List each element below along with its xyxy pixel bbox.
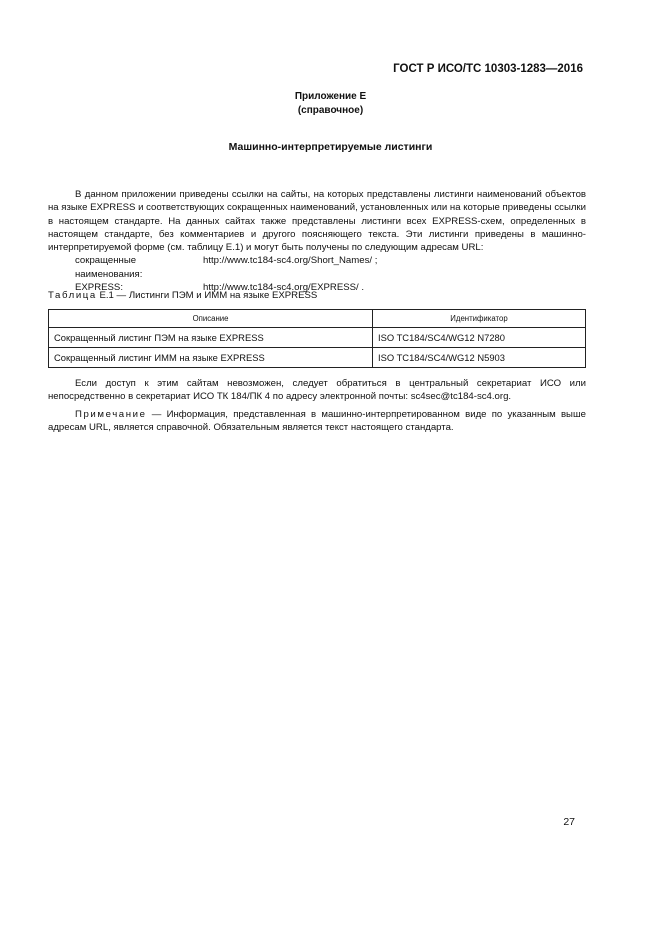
- appendix-title: Приложение Е: [294, 91, 367, 102]
- intro-block: [48, 188, 586, 294]
- table-cell-identifier: ISO TC184/SC4/WG12 N7280: [373, 328, 586, 348]
- url-link[interactable]: http://www.tc184-sc4.org/Short_Names/ ;: [203, 255, 378, 267]
- standard-code: ГОСТ Р ИСО/ТС 10303-1283—2016: [393, 63, 583, 75]
- column-header-identifier: Идентификатор: [373, 310, 586, 328]
- appendix-heading: [0, 90, 661, 118]
- section-title: Машинно-интерпретируемые листинги: [228, 141, 433, 153]
- note-paragraph: [48, 408, 586, 435]
- table-cell-identifier: ISO TC184/SC4/WG12 N5903: [373, 348, 586, 368]
- table-header-row: [49, 310, 586, 328]
- table-caption: [48, 290, 317, 301]
- url-label: сокращенные наименования:: [75, 255, 143, 280]
- table-caption-prefix: Таблица: [48, 290, 97, 301]
- note-block: [48, 408, 586, 435]
- url-label: EXPRESS:: [75, 282, 123, 294]
- url-row-short-names: [48, 254, 586, 281]
- appendix-subtitle: (справочное): [297, 105, 364, 116]
- table-row: [49, 328, 586, 348]
- access-note-block: [48, 377, 586, 404]
- note-prefix: Примечание: [75, 409, 147, 420]
- table-row: [49, 348, 586, 368]
- access-note-paragraph: Если доступ к этим сайтам невозможен, следует обратиться в центральный секретариат ИСО или непосредственно в секретариат ИСО ТК 184/ПК 4 по адресу электронной почты: sc4sec@tc184-sc4.org.: [48, 378, 586, 403]
- listings-table: [48, 309, 586, 368]
- url-link[interactable]: http://www.tc184-sc4.org/EXPRESS/ .: [203, 282, 365, 294]
- table-caption-text: Е.1 — Листинги ПЭМ и ИММ на языке EXPRESS: [96, 290, 318, 301]
- note-text: — Информация, представленная в машинно-интерпретированном виде по указанным выше адресам URL, является справочной. Обязательным является текст настоящего стандарта.: [48, 409, 586, 434]
- column-header-description: Описание: [49, 310, 373, 328]
- table-cell-description: Сокращенный листинг ИММ на языке EXPRESS: [49, 348, 373, 368]
- intro-paragraph: В данном приложении приведены ссылки на сайты, на которых представлены листинги наименований объектов на языке EXPRESS и соответствующих сокращенных наименований, установленных или на которые приведены ссылки в настоящем стандарте. На данных сайтах также представлены листинги всех EXPRESS-схем, определенных в настоящем стандарте, без комментариев и другого поясняющего текста. Эти листинги приведены в машинно-интерпретируемой форме (см. таблицу Е.1) и могут быть получены по следующим адресам URL:: [48, 189, 586, 254]
- page-number: 27: [563, 816, 575, 828]
- table-cell-description: Сокращенный листинг ПЭМ на языке EXPRESS: [49, 328, 373, 348]
